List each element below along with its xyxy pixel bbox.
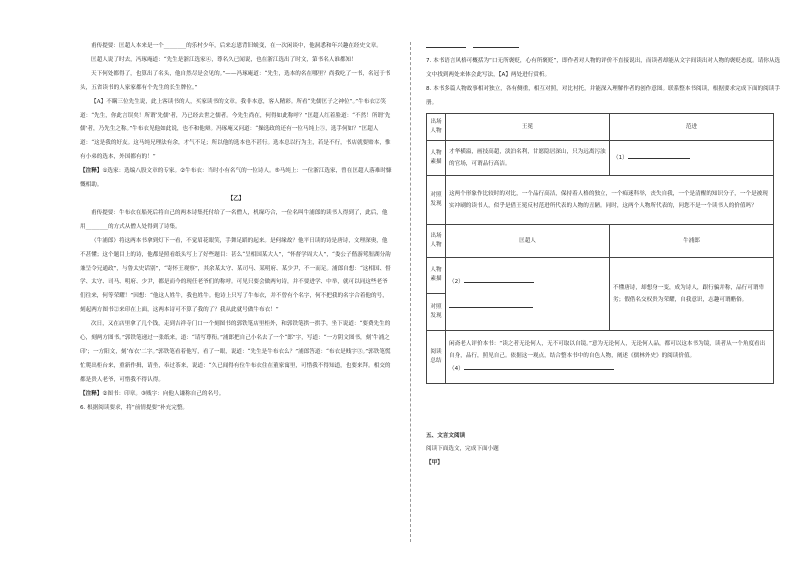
row-header: 出场人物 xyxy=(427,113,446,140)
row-header: 人物素描 xyxy=(427,140,446,175)
preface-summary-2: 甫传提要：牛布衣在船死后将自己的两本诗集托付给了一名僧人，机缘巧合，一位名叫牛浦郎的读书人得到了，此后，他用________的方式从僧人处得到了诗集。 xyxy=(80,209,388,230)
passage-paragraph: 次日，又在店里拿了几个钱，走到吉祥寺门口一个刻图书的郭铁笔店里柜外，和郭铁笔拱一拱手，坐下说道：“要费先生的心，刻两方图书。”郭铁笔递过一张纸来，道：“请写尊衔。”浦郎把自己小名去了一个“郎”字，写道：“一方阴文图书，刻‘牛浦之印’；一方阳文，刻‘布衣’二字。”郭铁笔看着他写，看了一眼，说道：“先生是牛布衣么？”浦郎答道：“布衣是贱字③。”郭铁笔慌忙爬出柜台来，重新作揖，请坐，奉过茶来，说道：“久已闻得有位牛布衣住在董家寓里，可惜我不得知道，也要来拜。相交的都是贵人老爷，可惜我不得认得。 xyxy=(80,321,391,383)
column-divider xyxy=(410,42,411,542)
row-header: 阅读总结 xyxy=(427,330,446,383)
passage-paragraph: （牛浦郎）将这两本书拿到灯下一看，不觉眉花眼笑，手舞足蹈的起来。是何缘故？他平日读的诗是唐诗，文理深奥，他不甚懂；这个题目上的诗，他都是照看纸头写上了好些题目：甚么“呈相国某大人”，“怀督学周大人”，“娄公子偕游莺脰湖分韵兼呈令兄通政”，与鲁太史话别”，“寄怀王观察”，其余某太守、某司马、某明府、某少尹，不一而足。浦郎自想：“这相国、督学、太守、司马、明府、少尹，都是而今的现任老爷们的称呼。可见只要会做两句诗，并不要进学、中举，就可以同这些老爷们往来，何等荣耀！”因想：“他这人姓牛，我也姓牛。他诗上只写了牛布衣，并不曾有个名字，何不把我的名字合着他的号，刻起两方图书②来印在上面，这两本诗可不算了我的了？我从此就号做牛布衣！” xyxy=(80,237,391,314)
answer-cell-1[interactable]: （1） xyxy=(610,140,774,175)
table-row xyxy=(427,113,774,140)
section-heading-jia: 【甲】 xyxy=(426,460,443,467)
table-row xyxy=(427,224,774,257)
row-header: 对照发现 xyxy=(427,175,446,224)
note-label: 【注释】 xyxy=(80,168,103,175)
passage-paragraph: 天下何处都得了，也算出了名头，他自然尽是会见的。”——冯琢庵道：“先生，选本的名在哪里？尚我吃了一书，名冠于书头，五省读书的人家家都有个先生的长生牌位。” xyxy=(80,70,391,91)
character-name: 匡超人 xyxy=(446,224,610,257)
table-row xyxy=(427,257,774,294)
answer-blank-line[interactable] xyxy=(426,40,782,55)
comparison-text: 这两个形象作比较时的对比，一个品行高洁，保持着人格的独立，一个痴迷科举，丧失自我，一个是清醒的知识分子，一个是被现实冲刷的读书人，似乎是借王冕反衬范进所代表的人物的丑陋。同时，这两个人物所代表的，问您不是一个读书人的价值吗？ xyxy=(446,175,774,224)
section-5-heading: 五、文言文阅读 xyxy=(426,432,466,439)
section-heading-yi: 【乙】 xyxy=(227,195,245,202)
row-header: 出场人物 xyxy=(427,224,446,257)
character-sketch: 不懂唐诗，却想身一变，成为诗人，跟行骗并称，品行可谓卑劣；假借名交权贵为荣耀，自我意识，志趣可谓醋俗。 xyxy=(610,257,774,330)
annotation-note-2: 【注释】②图书：印章。③贱字：向他人谦称自己的名号。 xyxy=(80,390,225,397)
passage-paragraph: 匡超人说了时去，冯琢庵道：“先生是浙江选家④，尊名久已闻说，也在浙江选出了时文，第书名人谁都知！ xyxy=(91,56,357,63)
row-header: 人物素描 xyxy=(427,257,446,294)
character-sketch: 才华横溢，画技高超，淡泊名利，甘愿隐居深山，只为远离污浊的官场，可谓品行高洁。 xyxy=(446,140,610,175)
question-6: 6. 根据阅读要求，将“前情提要”补充完整。 xyxy=(80,404,189,411)
character-name: 牛浦郎 xyxy=(610,224,774,257)
question-7: 7. 本书语言风格可概括为“口无所褒贬，心有所褒贬”，即作者对人物的评价不直接说出，而读者却能从文字间读出对人物的褒贬态度。请你从选文中找到两处来体会此写法，【A】两处进行赏析。 xyxy=(426,57,781,78)
row-header: 对照发现 xyxy=(427,294,446,331)
note-label: 【注释】 xyxy=(80,390,103,397)
reading-handbook-table xyxy=(426,113,774,384)
passage-paragraph: 【A】不瞒三位先生说，此上客读书的人，买家读书的文章。我非本意，客人精彩。所看“先儒匡子之神位”。”牛布衣②笑道：“先生，你此言误矣！所谓‘先儒’者，乃已经去世之儒者。今先生尚在，何得如此称呼？”匡超人红着脸道：“不然！所谓‘先儒’者，乃先生之称。”牛布衣见他如此说，也不和他辩。冯琢庵又问道：“操选政的还有一位马纯上⑤，选手何如？”匡超人道：“这是我的好友。这马纯兄理法有余，才气不足；所以他的选本也不甚行。选本总以行为主，若是不行，书店就要赔本，惟有小弟的选本，外国都有的！” xyxy=(80,98,391,161)
table-row xyxy=(427,175,774,224)
right-column xyxy=(426,40,782,471)
answer-cell-2[interactable]: （2） xyxy=(446,257,610,330)
left-column xyxy=(80,40,392,415)
character-name: 范进 xyxy=(610,113,774,140)
table-row xyxy=(427,330,774,383)
section-5-instruction: 阅读下面选文，完成下面小题 xyxy=(426,446,499,453)
summary-cell[interactable]: 闲斋老人评价本书：“读之者无论何人，无不可取以自镜。”意为无论何人，无论何人品，都可以这本书为镜，读者从一个角度看出自身，品行，照见自己。依据这一观点，结合整本书中的自色人物，阐述《儒林外史》的阅读价值。 （4） xyxy=(446,330,774,383)
character-name: 王冕 xyxy=(446,113,610,140)
annotation-note-1: 【注释】①选家：选编八股文章的专家。②牛布衣：当时小有名气的一位诗人。⑤马纯上：一位浙江选家，曾在匡超人落难时慷慨相助。 xyxy=(80,168,392,189)
table-row xyxy=(427,140,774,175)
preface-summary-1: 甫传提要：匡超人本来是一个________的乐村少年，后来忘恩背旧蜕变，在一次闲谈中，他洞悉和年兴趣在经史文章。 xyxy=(91,43,382,49)
question-8: 8. 本书多篇人物故事相对独立，各有侧重，相互对照，对比衬托，并能深入理解作者的创作意图。联系整本书阅读，根据要求完成下面的阅读手册。 xyxy=(426,85,780,106)
